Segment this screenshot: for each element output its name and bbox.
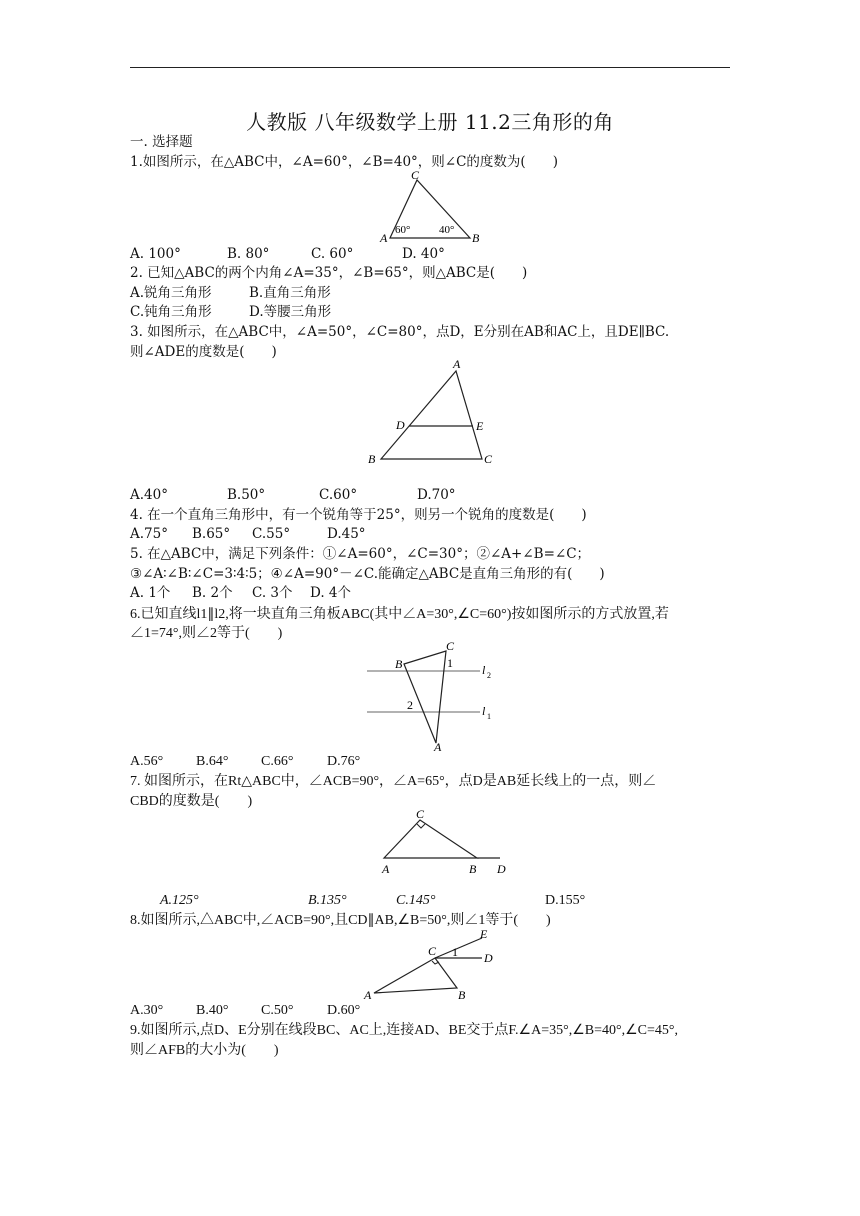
q7-text-line2: CBD的度数是( ) — [130, 794, 253, 809]
q6-angle-2: 2 — [407, 698, 413, 712]
q3-option-b[interactable]: B.50° — [227, 487, 266, 503]
q2-option-c[interactable]: C.钝角三角形 — [130, 304, 212, 320]
q7-text-line1: 7. 如图所示，在Rt△ABC中，∠ACB=90°，∠A=65°，点D是AB延长线上的一点，则∠ — [130, 774, 657, 789]
q6-option-b[interactable]: B.64° — [196, 754, 229, 769]
q8-angle-1: 1 — [452, 945, 458, 959]
q2-option-b[interactable]: B.直角三角形 — [249, 285, 331, 301]
q7-option-c[interactable]: C.145° — [396, 893, 436, 908]
q6-label-c: C — [446, 639, 455, 653]
q7-label-b: B — [469, 862, 477, 876]
q5-option-d[interactable]: D. 4个 — [310, 585, 352, 601]
q1-option-b[interactable]: B. 80° — [227, 246, 270, 262]
q7-option-b[interactable]: B.135° — [308, 893, 347, 908]
q8-label-b: B — [458, 988, 466, 1002]
q6-option-c[interactable]: C.66° — [261, 754, 294, 769]
q6-label-l2-sub: 2 — [487, 671, 491, 680]
q1-label-b: B — [472, 231, 480, 245]
q3-label-e: E — [476, 419, 484, 433]
q6-label-l1: l — [482, 704, 486, 718]
q3-option-c[interactable]: C.60° — [319, 487, 358, 503]
q3-label-a: A — [453, 357, 461, 371]
q8-label-d: D — [484, 951, 493, 965]
q8-option-d[interactable]: D.60° — [327, 1003, 361, 1018]
q3-option-a[interactable]: A.40° — [130, 487, 168, 503]
q7-option-a[interactable]: A.125° — [160, 893, 199, 908]
q1-label-c: C — [411, 168, 420, 182]
q2-text: 2. 已知△ABC的两个内角∠A=35°，∠B=65°，则△ABC是( ) — [130, 265, 528, 281]
q9-text-line1: 9.如图所示,点D、E分别在线段BC、AC上,连接AD、BE交于点F.∠A=35°,∠B=40°,∠C=45°, — [130, 1023, 678, 1038]
q8-triangle-figure — [360, 925, 500, 1003]
q3-text-line2: 则∠ADE的度数是( ) — [130, 344, 277, 360]
q5-text-line1: 5. 在△ABC中，满足下列条件：①∠A=60°，∠C=30°；②∠A+∠B=∠C； — [130, 546, 591, 562]
q6-text-line1: 6.已知直线l1∥l2,将一块直角三角板ABC(其中∠A=30°,∠C=60°)按如图所示的方式放置,若 — [130, 607, 669, 622]
q8-option-a[interactable]: A.30° — [130, 1003, 164, 1018]
q1-text: 1.如图所示，在△ABC中，∠A=60°，∠B=40°，则∠C的度数为( ) — [130, 154, 558, 170]
q6-label-l2: l — [482, 663, 486, 677]
q4-option-b[interactable]: B.65° — [192, 526, 231, 542]
q7-label-c: C — [416, 807, 425, 821]
q6-text-line2: ∠1=74°,则∠2等于( ) — [130, 626, 283, 641]
q1-option-c[interactable]: C. 60° — [311, 246, 354, 262]
section-heading: 一. 选择题 — [130, 134, 193, 150]
q3-label-d: D — [396, 418, 405, 432]
q6-angle-1: 1 — [447, 656, 453, 670]
q4-option-c[interactable]: C.55° — [252, 526, 291, 542]
page-title: 人教版 八年级数学上册 11.2三角形的角 — [246, 110, 614, 134]
q6-label-l1-sub: 1 — [487, 712, 491, 721]
q1-label-a: A — [380, 231, 388, 245]
q4-text: 4. 在一个直角三角形中，有一个锐角等于25°，则另一个锐角的度数是( ) — [130, 507, 587, 523]
q6-label-b: B — [395, 657, 403, 671]
q7-option-d[interactable]: D.155° — [545, 893, 586, 908]
q7-triangle-figure — [375, 803, 515, 878]
q9-text-line2: 则∠AFB的大小为( ) — [130, 1043, 279, 1058]
q1-triangle-figure — [375, 168, 490, 246]
q3-option-d[interactable]: D.70° — [417, 487, 456, 503]
q1-angle-b: 40° — [439, 224, 455, 236]
q3-text-line1: 3. 如图所示，在△ABC中，∠A=50°，∠C=80°，点D，E分别在AB和AC上，且DE∥BC. — [130, 324, 670, 340]
q8-option-b[interactable]: B.40° — [196, 1003, 229, 1018]
q1-option-a[interactable]: A. 100° — [130, 246, 181, 262]
q2-option-d[interactable]: D.等腰三角形 — [249, 304, 332, 320]
q5-text-line2: ③∠A∶∠B∶∠C=3∶4∶5；④∠A=90°－∠C.能确定△ABC是直角三角形的有( ) — [130, 566, 605, 582]
q8-label-c: C — [428, 944, 437, 958]
q8-option-c[interactable]: C.50° — [261, 1003, 294, 1018]
q3-label-c: C — [484, 452, 493, 466]
q8-text: 8.如图所示,△ABC中,∠ACB=90°,且CD∥AB,∠B=50°,则∠1等于( ) — [130, 913, 551, 928]
q5-option-b[interactable]: B. 2个 — [192, 585, 233, 601]
q6-option-a[interactable]: A.56° — [130, 754, 164, 769]
q7-label-a: A — [382, 862, 390, 876]
q1-option-d[interactable]: D. 40° — [402, 246, 445, 262]
q5-option-c[interactable]: C. 3个 — [252, 585, 293, 601]
q3-label-b: B — [368, 452, 376, 466]
q3-triangle-figure — [362, 355, 502, 467]
q5-option-a[interactable]: A. 1个 — [130, 585, 171, 601]
q7-label-d: D — [497, 862, 506, 876]
q1-angle-a: 60° — [395, 224, 411, 236]
q6-parallel-lines-figure — [362, 636, 502, 754]
q6-label-a: A — [434, 740, 442, 754]
q4-option-a[interactable]: A.75° — [130, 526, 168, 542]
q2-option-a[interactable]: A.锐角三角形 — [130, 285, 212, 301]
q8-label-e: E — [480, 927, 488, 941]
q4-option-d[interactable]: D.45° — [327, 526, 366, 542]
q8-label-a: A — [364, 988, 372, 1002]
q6-option-d[interactable]: D.76° — [327, 754, 361, 769]
header-rule — [130, 67, 730, 68]
